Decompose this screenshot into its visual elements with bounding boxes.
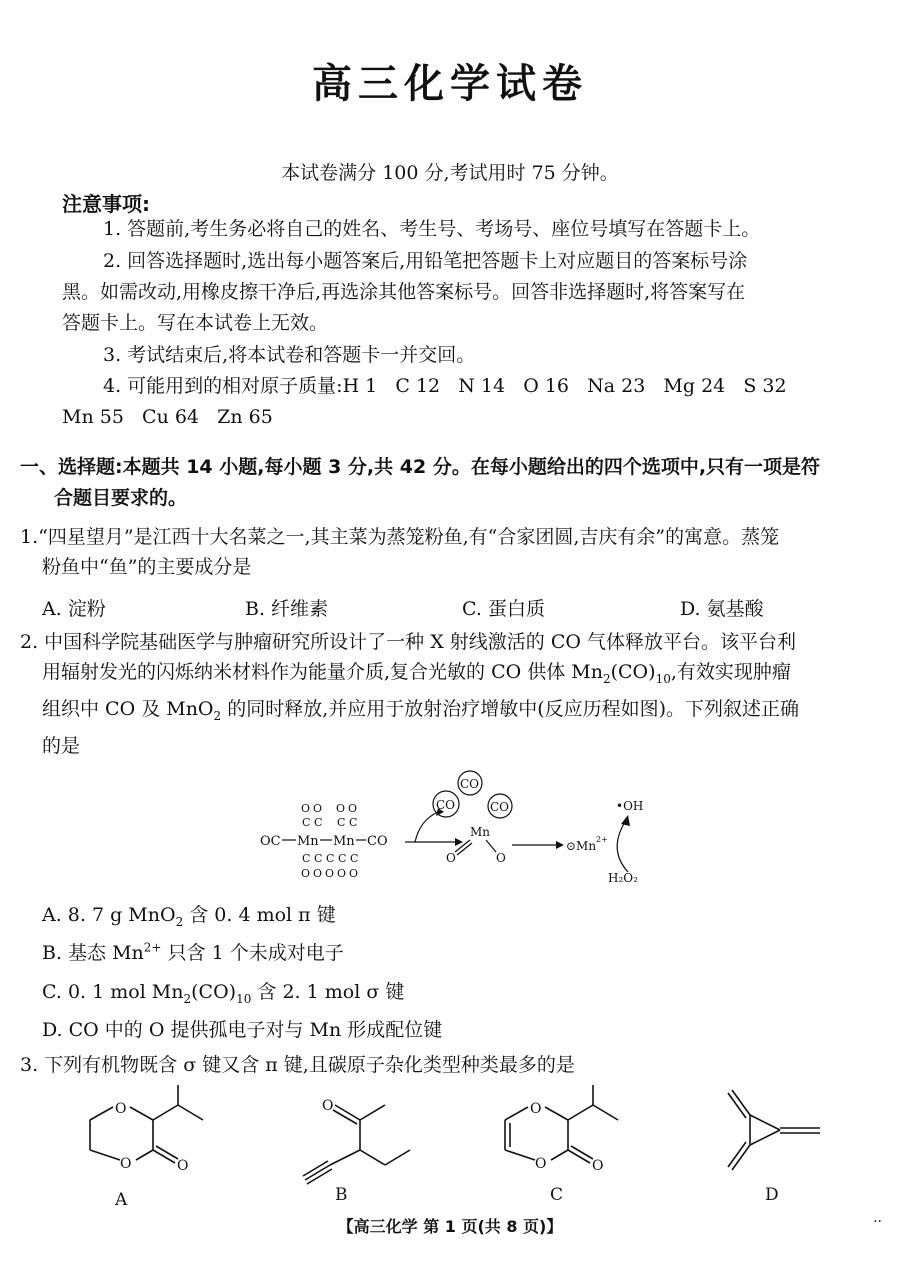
svg-text:C: C [314, 816, 323, 829]
structure-d [728, 1090, 820, 1170]
svg-text:C: C [349, 816, 358, 829]
svg-text:O: O [177, 1158, 189, 1174]
fig-mn-1: Mn [297, 834, 319, 849]
exam-info: 本试卷满分 100 分,考试用时 75 分钟。 [281, 162, 619, 184]
svg-text:O: O [301, 867, 311, 880]
svg-text:O: O [336, 802, 346, 815]
fig-co-right: CO [367, 834, 388, 849]
structure-b [303, 1105, 410, 1184]
fig-h2o2: H₂O₂ [608, 871, 638, 885]
svg-text:C: C [338, 852, 347, 865]
notice-item-4-line-2: Mn 55 Cu 64 Zn 65 [62, 406, 273, 428]
notice-item-2-line-1: 2. 回答选择题时,选出每小题答案后,用铅笔把答题卡上对应题目的答案标号涂 [103, 250, 748, 272]
q1-option-a: A. 淀粉 [42, 598, 106, 620]
notice-item-1: 1. 答题前,考生务必将自己的姓名、考生号、考场号、座位号填写在答题卡上。 [103, 218, 761, 240]
svg-text:O: O [349, 867, 359, 880]
q2-option-d: D. CO 中的 O 提供孤电子对与 Mn 形成配位键 [42, 1019, 443, 1041]
svg-text:O: O [535, 1156, 547, 1172]
fig-co-bubble-2: CO [460, 777, 480, 791]
section-1-line-1: 一、选择题:本题共 14 小题,每小题 3 分,共 42 分。在每小题给出的四个选项中,只有一项是符 [20, 456, 821, 478]
structure-c-label: C [550, 1185, 564, 1205]
svg-text:C: C [302, 852, 311, 865]
fig-o-right: O [496, 851, 506, 865]
fig-o-left: O [446, 851, 456, 865]
notice-item-2-line-3: 答题卡上。写在本试卷上无效。 [62, 312, 329, 334]
q1-option-c: C. 蛋白质 [462, 598, 545, 620]
fig-mn-ion-charge: 2+ [596, 835, 608, 844]
structure-a-label: A [115, 1190, 128, 1210]
notice-item-4-line-1: 4. 可能用到的相对原子质量:H 1 C 12 N 14 O 16 Na 23 Mg 24 S 32 [103, 375, 787, 397]
question-1-stem [20, 522, 890, 582]
fig-mn-ion: ⊙Mn [566, 839, 597, 853]
q2-option-a: A. 8. 7 g MnO$_2$ 含 0. 4 mol π 键 [42, 904, 336, 929]
notice-item-3: 3. 考试结束后,将本试卷和答题卡一并交回。 [103, 344, 476, 366]
page-title: 高三化学试卷 [312, 61, 588, 107]
svg-text:O: O [120, 1156, 132, 1172]
structure-c [505, 1085, 618, 1163]
q1-line-2: 粉鱼中“鱼”的主要成分是 [42, 556, 252, 578]
svg-text:C: C [337, 816, 346, 829]
question-3-stem: 3. 下列有机物既含 σ 键又含 π 键,且碳原子杂化类型种类最多的是 [20, 1054, 575, 1076]
q2-line-4: 的是 [42, 734, 81, 757]
svg-text:O: O [301, 802, 311, 815]
fig-mn-2: Mn [333, 834, 355, 849]
fig-oc-left: OC [260, 834, 281, 849]
fig-mn-center: Mn [470, 825, 491, 839]
q1-line-1: 1.“四星望月”是江西十大名菜之一,其主菜为蒸笼粉鱼,有“合家团圆,吉庆有余”的寓意。蒸笼 [20, 526, 780, 548]
svg-text:C: C [302, 816, 311, 829]
q1-option-d: D. 氨基酸 [680, 598, 764, 620]
fig-oh: •OH [616, 799, 644, 813]
svg-text:O: O [325, 867, 335, 880]
fig-co-bubble-1: CO [436, 798, 456, 812]
svg-text:O: O [313, 802, 323, 815]
q2-option-c: C. 0. 1 mol $Mn_2(CO)_{10}$ 含 2. 1 mol σ 键 [42, 981, 405, 1006]
structure-a [90, 1085, 203, 1163]
svg-text:O: O [313, 867, 323, 880]
q2-option-b: B. 基态 $Mn^{2+}$ 只含 1 个未成对电子 [42, 940, 344, 964]
svg-text:C: C [350, 852, 359, 865]
q1-option-b: B. 纤维素 [245, 598, 329, 620]
notice-heading: 注意事项: [62, 192, 150, 216]
notice-item-2-line-2: 黑。如需改动,用橡皮擦干净后,再选涂其他答案标号。回答非选择题时,将答案写在 [62, 281, 746, 303]
page-footer: 【高三化学 第 1 页(共 8 页)】 [337, 1217, 563, 1236]
structure-d-label: D [765, 1185, 779, 1205]
svg-text:O: O [530, 1101, 542, 1117]
q3-structures [60, 1085, 840, 1210]
corner-mark: ·· [873, 1214, 882, 1230]
question-2-stem [20, 627, 890, 761]
section-1-heading [20, 452, 880, 514]
q2-line-1: 2. 中国科学院基础医学与肿瘤研究所设计了一种 X 射线激活的 CO 气体释放平台。该平台利 [20, 631, 796, 653]
fig-co-bubble-3: CO [490, 800, 510, 814]
q2-reaction-figure [250, 770, 670, 888]
svg-text:O: O [337, 867, 347, 880]
svg-text:O: O [115, 1101, 127, 1117]
svg-text:O: O [322, 1098, 334, 1114]
svg-text:O: O [592, 1158, 604, 1174]
structure-b-label: B [335, 1185, 348, 1205]
q2-line-3: 组织中 CO 及 MnO$_2$ 的同时释放,并应用于放射治疗增敏中(反应历程如图)。下列叙述正确 [42, 697, 800, 723]
svg-text:C: C [326, 852, 335, 865]
q2-line-2: 用辐射发光的闪烁纳米材料作为能量介质,复合光敏的 CO 供体 $Mn_2(CO)_{10}$,有效实现肿瘤 [42, 661, 791, 686]
svg-text:O: O [348, 802, 358, 815]
section-1-line-2: 合题目要求的。 [54, 487, 188, 509]
svg-text:C: C [314, 852, 323, 865]
